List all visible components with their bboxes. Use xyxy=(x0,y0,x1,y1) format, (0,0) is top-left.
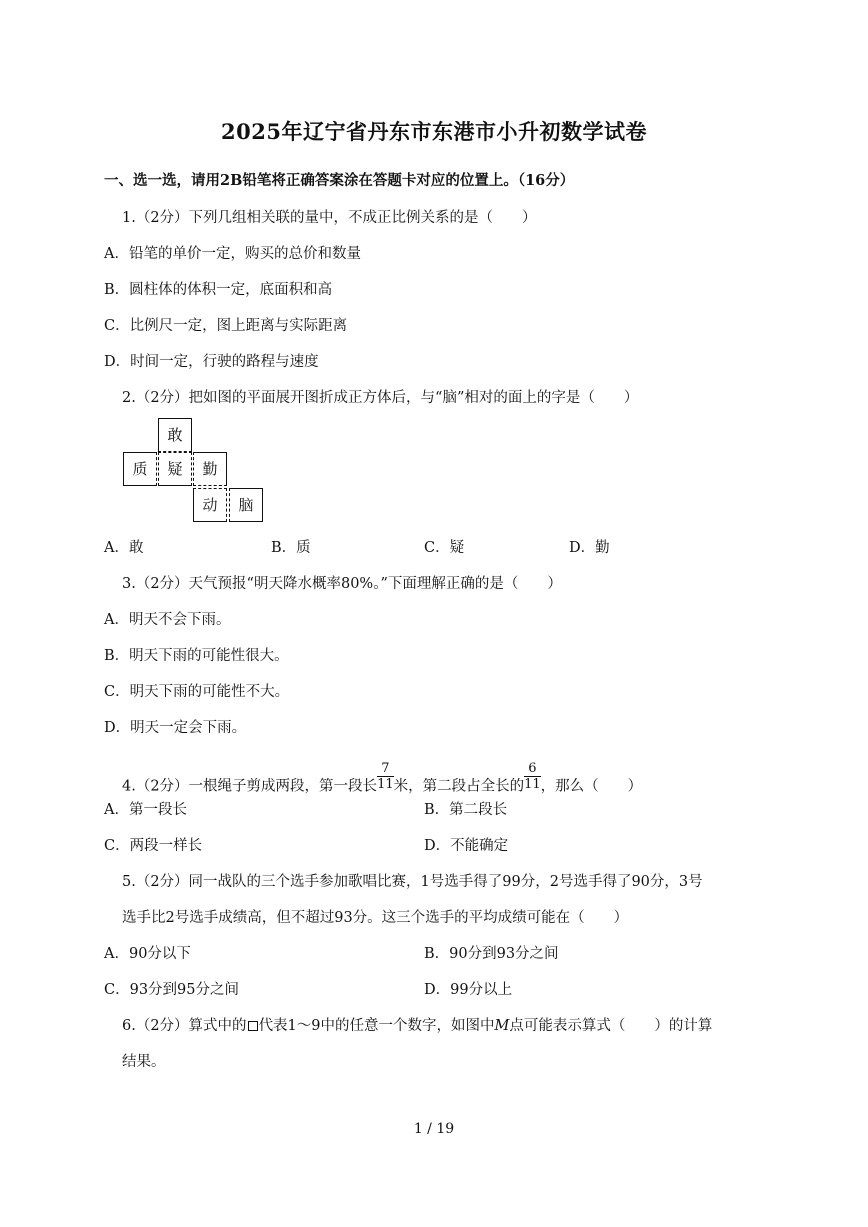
question-4-stem xyxy=(122,761,643,802)
question-3-stem: 3.（2分）天气预报“明天降水概率80%。”下面理解正确的是（ ） xyxy=(122,576,562,592)
fraction-denominator: 11 xyxy=(377,777,394,792)
net-face-qin: 勤 xyxy=(193,452,227,486)
page-number: 1 / 19 xyxy=(413,1121,455,1137)
question-6-stem-part1: 6.（2分）算式中的 xyxy=(122,1018,247,1034)
question-1-stem: 1.（2分）下列几组相关联的量中，不成正比例关系的是（ ） xyxy=(122,210,537,226)
fraction-numerator: 6 xyxy=(524,761,541,777)
question-4-stem-part2: 米，第二段占全长的 xyxy=(393,778,525,795)
question-4-option-b: B．第二段长 xyxy=(424,802,508,818)
question-2-option-d: D．勤 xyxy=(569,540,610,556)
question-5-option-c: C．93分到95分之间 xyxy=(104,982,239,998)
fraction-6-11 xyxy=(524,761,541,792)
question-6-stem-part3: 点可能表示算式（ ）的计算 xyxy=(509,1018,713,1034)
question-6-stem-line1 xyxy=(122,1016,712,1036)
net-face-yi: 疑 xyxy=(158,452,192,486)
question-2-option-a: A．敢 xyxy=(104,540,144,556)
section-heading: 一、选一选，请用2B铅笔将正确答案涂在答题卡对应的位置上。（16分） xyxy=(104,172,575,189)
question-5-stem-line1: 5.（2分）同一战队的三个选手参加歌唱比赛，1号选手得了99分，2号选手得了90分，3号 xyxy=(122,874,703,890)
question-1-option-a: A．铅笔的单价一定，购买的总价和数量 xyxy=(104,246,361,262)
question-5-option-b: B．90分到93分之间 xyxy=(424,946,559,962)
net-face-gan: 敢 xyxy=(158,418,192,452)
question-5-option-d: D．99分以上 xyxy=(424,982,513,998)
question-4-stem-part3: ，那么（ ） xyxy=(540,778,643,795)
question-2-stem: 2.（2分）把如图的平面展开图折成正方体后，与“脑”相对的面上的字是（ ） xyxy=(122,390,639,406)
question-4-option-d: D．不能确定 xyxy=(424,838,509,854)
question-4-stem-part1: 4.（2分）一根绳子剪成两段，第一段长 xyxy=(122,778,378,795)
question-3-option-c: C．明天下雨的可能性不大。 xyxy=(104,684,290,700)
question-2-option-c: C．疑 xyxy=(424,540,465,556)
question-4-option-a: A．第一段长 xyxy=(104,802,187,818)
question-5-option-a: A．90分以下 xyxy=(104,946,191,962)
net-face-zhi: 质 xyxy=(123,452,157,486)
square-placeholder-icon xyxy=(248,1021,258,1031)
question-3-option-d: D．明天一定会下雨。 xyxy=(104,720,247,736)
question-6-stem-line2: 结果。 xyxy=(122,1054,166,1070)
question-3-option-b: B．明天下雨的可能性很大。 xyxy=(104,648,289,664)
question-2-option-b: B．质 xyxy=(271,540,311,556)
cube-net-figure xyxy=(122,418,272,528)
question-1-option-c: C．比例尺一定，图上距离与实际距离 xyxy=(104,318,348,334)
question-1-option-d: D．时间一定，行驶的路程与速度 xyxy=(104,354,319,370)
fraction-denominator: 11 xyxy=(524,777,541,792)
question-5-stem-line2: 选手比2号选手成绩高，但不超过93分。这三个选手的平均成绩可能在（ ） xyxy=(122,910,629,926)
net-face-nao: 脑 xyxy=(229,488,263,522)
question-1-option-b: B．圆柱体的体积一定，底面积和高 xyxy=(104,282,333,298)
question-6-stem-part2: 代表1～9中的任意一个数字，如图中 xyxy=(258,1018,495,1034)
page-title: 2025年辽宁省丹东市东港市小升初数学试卷 xyxy=(221,119,647,144)
point-m-label: M xyxy=(494,1018,510,1034)
net-face-dong: 动 xyxy=(193,488,227,522)
fraction-7-11 xyxy=(377,761,394,792)
question-3-option-a: A．明天不会下雨。 xyxy=(104,612,231,628)
fraction-numerator: 7 xyxy=(377,761,394,777)
question-4-option-c: C．两段一样长 xyxy=(104,838,203,854)
